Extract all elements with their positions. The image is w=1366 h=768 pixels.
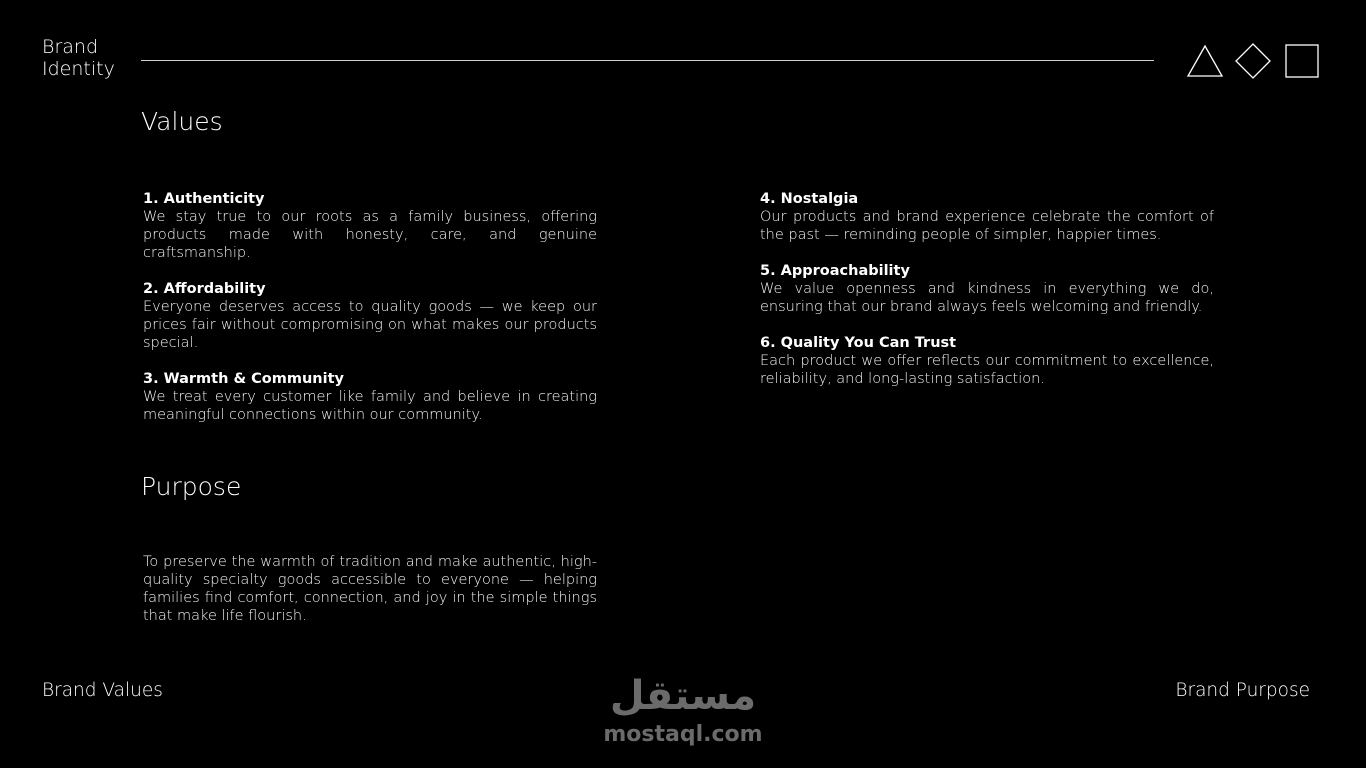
watermark-latin: mostaql.com (603, 722, 763, 747)
purpose-text: To preserve the warmth of tradition and make authentic, high-quality specialty goods accessible to everyone — helping families find comfort, connection, and joy in the simple things that make life flourish. (143, 554, 597, 624)
value-item-quality (760, 334, 1214, 388)
header-divider (141, 60, 1154, 61)
value-title: 3. Warmth & Community (143, 371, 344, 387)
value-title: 4. Nostalgia (760, 191, 859, 207)
value-title: 6. Quality You Can Trust (760, 335, 957, 351)
footer-brand-purpose: Brand Purpose (1175, 680, 1310, 701)
value-text: We stay true to our roots as a family business, offering products made with honesty, care, and genuine craftsmanship. (143, 209, 597, 261)
value-item-warmth-community (143, 370, 597, 424)
value-item-approachability (760, 262, 1214, 316)
value-item-authenticity (143, 190, 597, 262)
values-heading: Values (141, 107, 223, 136)
value-text: Each product we offer reflects our commitment to excellence, reliability, and long-lasting satisfaction. (760, 353, 1214, 387)
values-column-left (143, 190, 597, 442)
value-text: We treat every customer like family and believe in creating meaningful connections within our community. (143, 389, 597, 423)
square-icon (1286, 45, 1318, 77)
values-column-right (760, 190, 1214, 406)
value-item-affordability (143, 280, 597, 352)
value-title: 5. Approachability (760, 263, 910, 279)
diamond-icon (1236, 44, 1270, 78)
triangle-icon (1188, 46, 1222, 76)
brand-identity-label (42, 36, 152, 80)
value-title: 2. Affordability (143, 281, 266, 297)
purpose-heading: Purpose (141, 472, 242, 501)
watermark-arabic: مستقل (609, 673, 757, 719)
value-item-nostalgia (760, 190, 1214, 244)
value-text: Our products and brand experience celebrate the comfort of the past — reminding people of simpler, happier times. (760, 209, 1214, 243)
value-text: Everyone deserves access to quality goods — we keep our prices fair without compromising on what makes our products special. (143, 299, 597, 351)
footer-brand-values: Brand Values (42, 680, 163, 701)
brand-line-1: Brand (42, 36, 98, 58)
value-text: We value openness and kindness in everything we do, ensuring that our brand always feels welcoming and friendly. (760, 281, 1214, 315)
mostaql-watermark (590, 670, 776, 754)
brand-line-2: Identity (42, 58, 115, 80)
value-title: 1. Authenticity (143, 191, 265, 207)
header-shapes (1186, 43, 1322, 79)
